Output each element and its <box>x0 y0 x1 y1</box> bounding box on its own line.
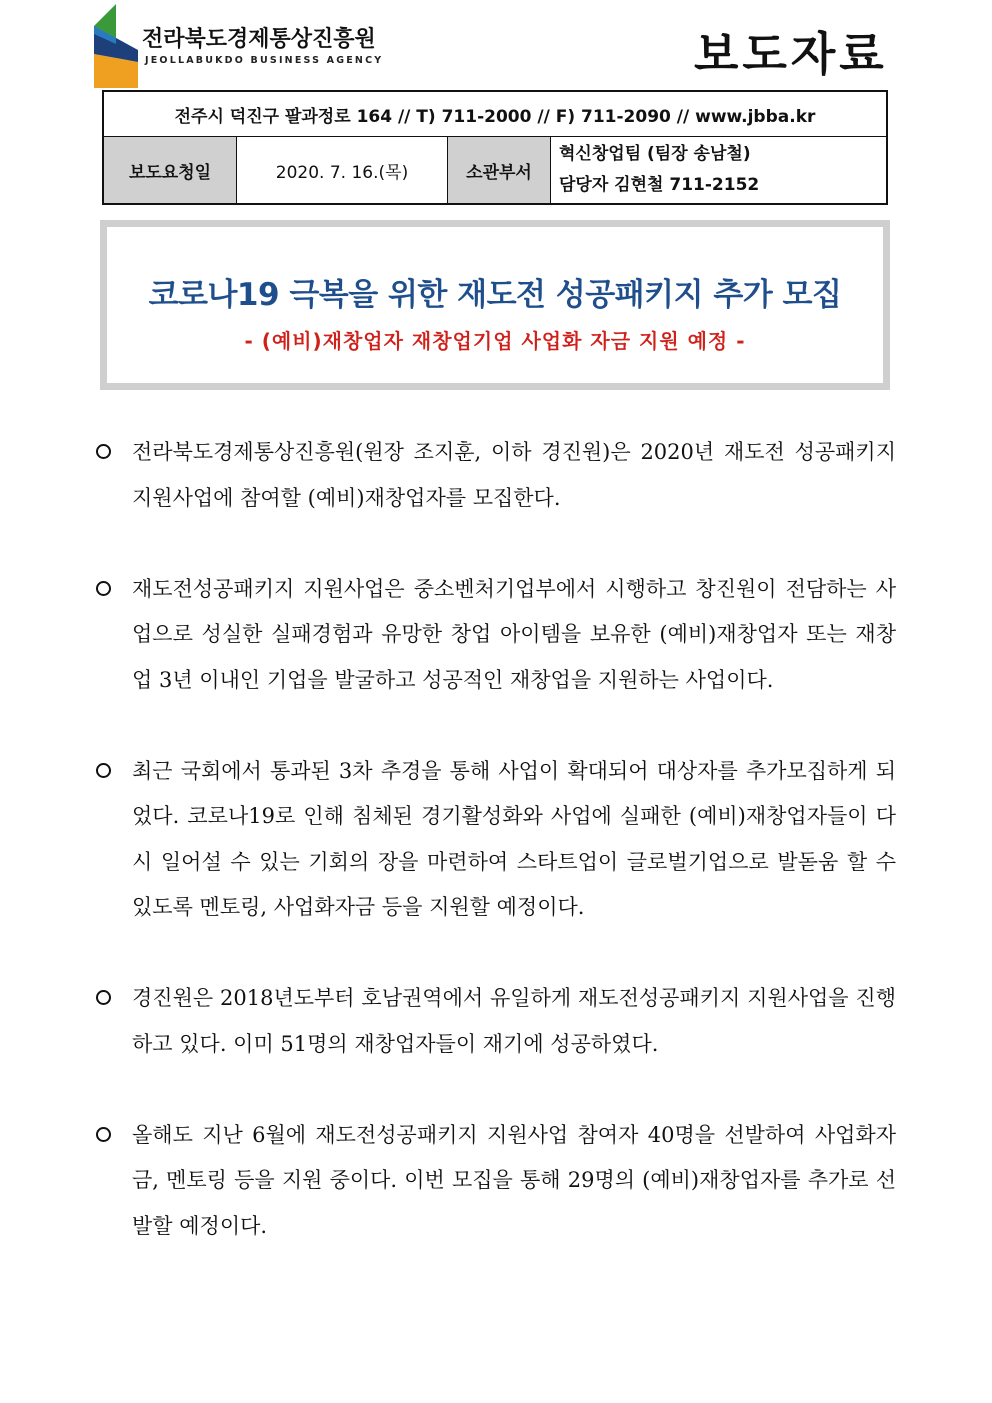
paragraph <box>96 749 896 931</box>
headline: 코로나19 극복을 위한 재도전 성공패키지 추가 모집 <box>148 277 842 313</box>
circle-bullet-icon <box>96 444 111 459</box>
article-body <box>96 430 896 1295</box>
paragraph-text: 올해도 지난 6월에 재도전성공패키지 지원사업 참여자 40명을 선발하여 사업화자금, 멘토링 등을 지원 중이다. 이번 모집을 통해 29명의 (예비)재창업자를 추가로 선발할 예정이다. <box>132 1122 896 1238</box>
department-label: 소관부서 <box>448 137 551 205</box>
document-type: 보도자료 <box>694 27 888 81</box>
paragraph <box>96 430 896 521</box>
request-date-label: 보도요청일 <box>103 137 237 205</box>
paragraph-text: 경진원은 2018년도부터 호남권역에서 유일하게 재도전성공패키지 지원사업을 진행하고 있다. 이미 51명의 재창업자들이 재기에 성공하였다. <box>132 986 896 1056</box>
circle-bullet-icon <box>96 581 111 596</box>
circle-bullet-icon <box>96 1127 111 1142</box>
department-contact: 담당자 김현철 711-2152 <box>559 175 760 195</box>
org-name-english: JEOLLABUKDO BUSINESS AGENCY <box>145 55 384 66</box>
paragraph <box>96 976 896 1067</box>
subheadline: - (예비)재창업자 재창업기업 사업화 자금 지원 예정 - <box>244 329 746 353</box>
department-info <box>551 137 888 205</box>
agency-logo-icon <box>94 4 138 88</box>
org-name: 전라북도경제통상진흥원 <box>142 27 376 52</box>
press-info-table <box>102 90 888 205</box>
letterhead <box>0 0 992 88</box>
paragraph <box>96 567 896 704</box>
paragraph <box>96 1113 896 1250</box>
paragraph-text: 전라북도경제통상진흥원(원장 조지훈, 이하 경진원)은 2020년 재도전 성공패키지 지원사업에 참여할 (예비)재창업자를 모집한다. <box>132 440 896 510</box>
paragraph-text: 재도전성공패키지 지원사업은 중소벤처기업부에서 시행하고 창진원이 전담하는 사업으로 성실한 실패경험과 유망한 창업 아이템을 보유한 (예비)재창업자 또는 재창업 3년 이내인 기업을 발굴하고 성공적인 재창업을 지원하는 사업이다. <box>132 576 896 692</box>
circle-bullet-icon <box>96 763 111 778</box>
department-team: 혁신창업팀 (팀장 송남철) <box>559 144 751 164</box>
circle-bullet-icon <box>96 990 111 1005</box>
contact-info: 전주시 덕진구 팔과정로 164 // T) 711-2000 // F) 711-2090 // www.jbba.kr <box>103 91 887 137</box>
contact-row <box>103 91 887 137</box>
request-date: 2020. 7. 16.(목) <box>237 137 448 205</box>
headline-box <box>100 220 890 390</box>
paragraph-text: 최근 국회에서 통과된 3차 추경을 통해 사업이 확대되어 대상자를 추가모집하게 되었다. 코로나19로 인해 침체된 경기활성화와 사업에 실패한 (예비)재창업자들이 다시 일어설 수 있는 기회의 장을 마련하여 스타트업이 글로벌기업으로 발돋움 할 수 있도록 멘토링, 사업화자금 등을 지원할 예정이다. <box>132 758 896 919</box>
request-info-row <box>103 137 887 205</box>
